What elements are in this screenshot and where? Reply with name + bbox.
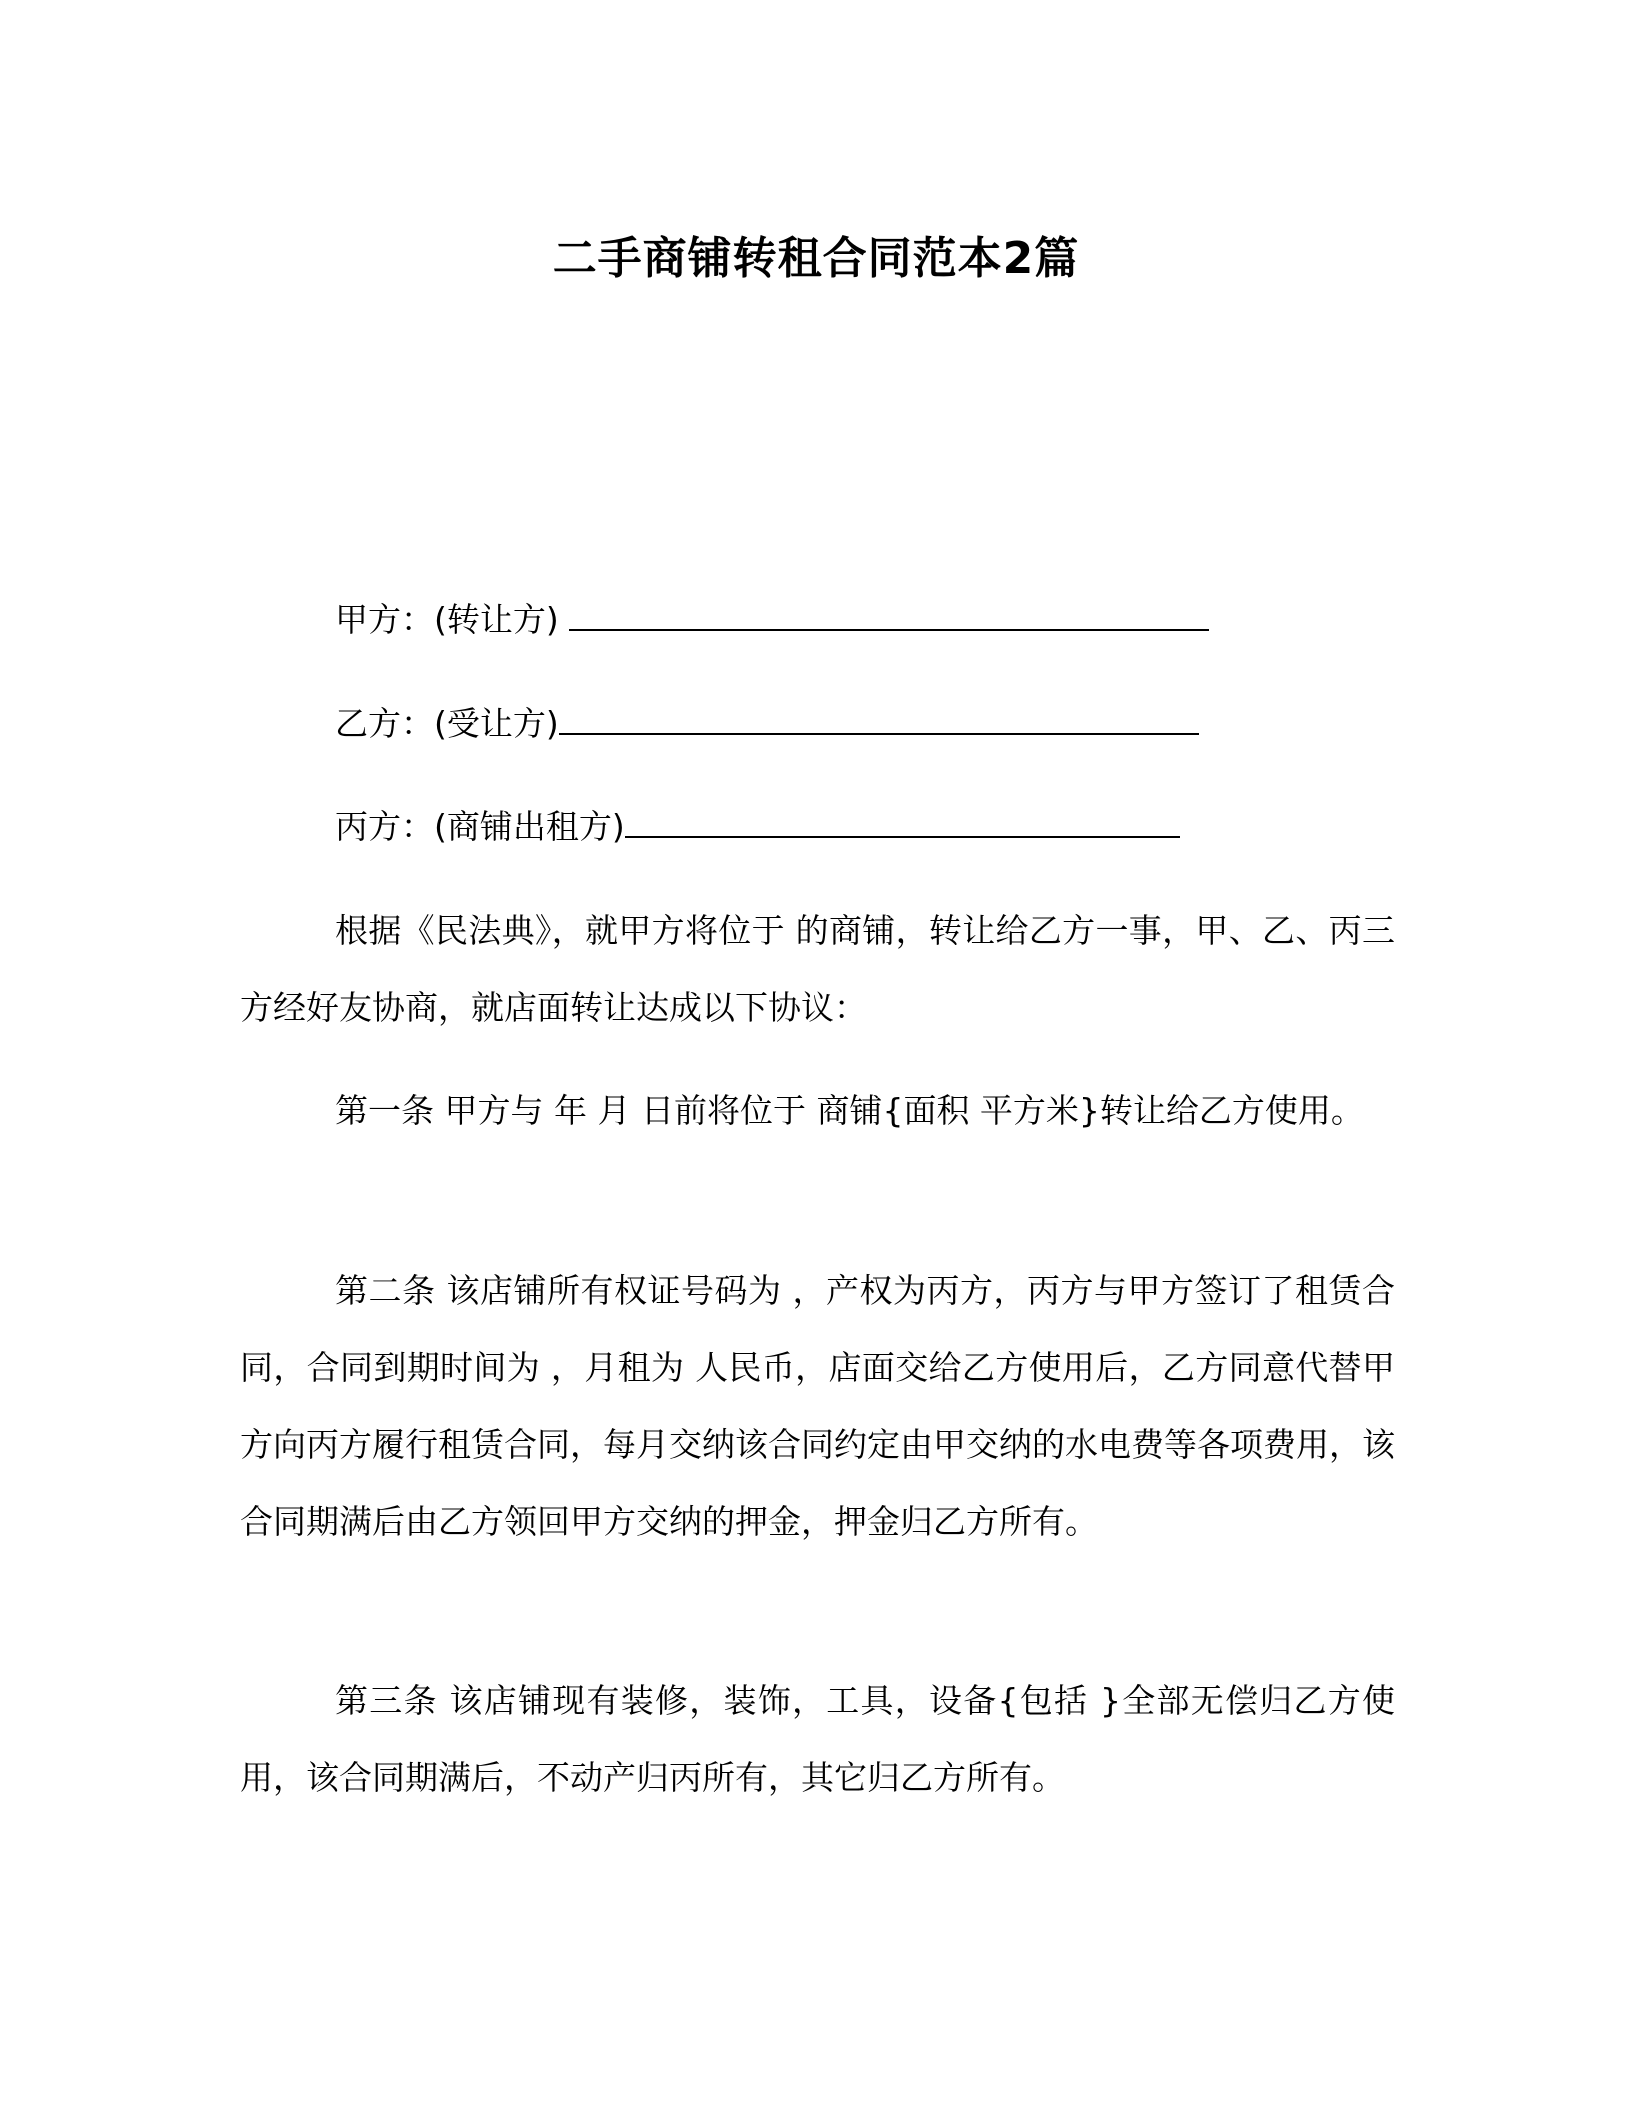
party-c-blank (625, 806, 1180, 838)
party-c-line (335, 805, 1180, 849)
article-1: 第一条 甲方与 年 月 日前将位于 商铺{面积 平方米}转让给乙方使用。 (335, 1091, 1364, 1130)
party-a-blank (569, 599, 1209, 631)
party-b-blank (559, 703, 1199, 735)
article-2: 第二条 该店铺所有权证号码为 ，产权为丙方，丙方与甲方签订了租赁合同，合同到期时间为 ，月租为 人民币，店面交给乙方使用后，乙方同意代替甲方向丙方履行租赁合同，每月交纳该合同约定由甲交纳的水电费等各项费用，该合同期满后由乙方领回甲方交纳的押金，押金归乙方所有。 (240, 1271, 1395, 1541)
party-c-label: 丙方：(商铺出租方) (335, 807, 625, 846)
intro-paragraph: 根据《民法典》，就甲方将位于 的商铺，转让给乙方一事，甲、乙、丙三方经好友协商，就店面转让达成以下协议： (240, 911, 1395, 1027)
article-3: 第三条 该店铺现有装修，装饰，工具，设备{包括 }全部无偿归乙方使用，该合同期满后，不动产归丙所有，其它归乙方所有。 (240, 1681, 1395, 1797)
party-a-label: 甲方：(转让方) (335, 600, 570, 639)
party-b-line (335, 702, 1199, 746)
party-b-label: 乙方：(受让方) (335, 704, 559, 743)
document-title: 二手商铺转租合同范本2篇 (552, 233, 1080, 284)
party-a-line (335, 598, 1209, 642)
